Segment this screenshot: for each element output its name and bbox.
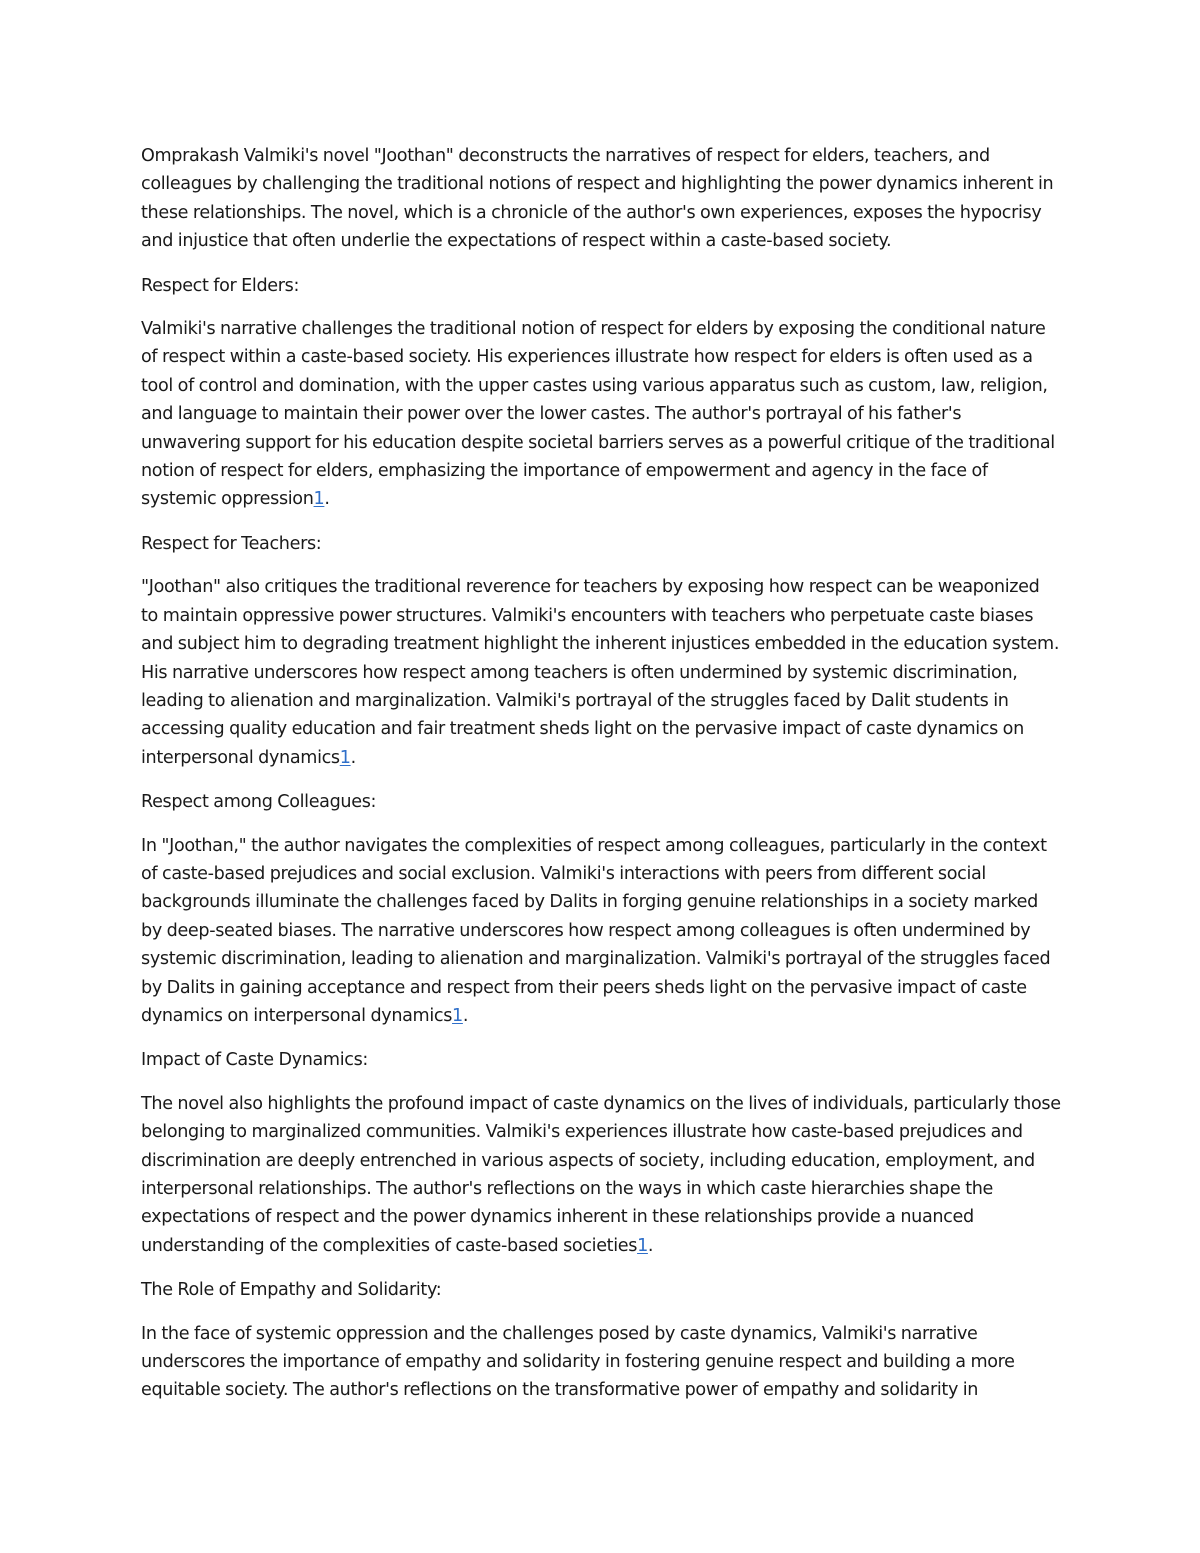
section-heading-empathy: The Role of Empathy and Solidarity:	[141, 1280, 442, 1301]
section-body-empathy	[141, 1320, 1061, 1405]
section-heading-colleagues: Respect among Colleagues:	[141, 792, 377, 813]
citation-link[interactable]: 1	[339, 747, 351, 768]
citation-link[interactable]: 1	[637, 1235, 648, 1256]
section-body-teachers	[141, 573, 1061, 772]
section-text-caste-dynamics: The novel also highlights the profound impact of caste dynamics on the lives of individuals, particularly those belonging to marginalized communities. Valmiki's experiences illustrate how caste-based prejudices and discrimination are deeply entrenched in various aspects of society, including education, employment, and interpersonal relationships. The author's reflections on the ways in which caste hierarchies shape the expectations of respect and the power dynamics inherent in these relationships provide a nuanced understanding of the complexities of caste-based societies	[141, 1093, 1061, 1256]
section-text-empathy: In the face of systemic oppression and the challenges posed by caste dynamics, Valmiki's narrative underscores the importance of empathy and solidarity in fostering genuine respect and building a more equitable society. The author's reflections on the transformative power of empathy and solidarity in	[141, 1323, 1015, 1401]
intro-paragraph: Omprakash Valmiki's novel "Joothan" deconstructs the narratives of respect for elders, teachers, and colleagues by challenging the traditional notions of respect and highlighting the power dynamics inherent in these relationships. The novel, which is a chronicle of the author's own experiences, exposes the hypocrisy and injustice that often underlie the expectations of respect within a caste-based society.	[141, 146, 1054, 252]
section-body-colleagues	[141, 832, 1061, 1031]
sentence-end: .	[462, 1005, 469, 1026]
sentence-end: .	[350, 747, 356, 768]
sentence-end: .	[324, 489, 330, 510]
section-heading-caste-dynamics: Impact of Caste Dynamics:	[141, 1050, 368, 1071]
section-body-caste-dynamics	[141, 1090, 1061, 1260]
section-text-teachers: "Joothan" also critiques the traditional reverence for teachers by exposing how respect can be weaponized to maintain oppressive power structures. Valmiki's encounters with teachers who perpetuate caste biases and subject him to degrading treatment highlight the inherent injustices embedded in the education system. His narrative underscores how respect among teachers is often undermined by systemic discrimination, leading to alienation and marginalization. Valmiki's portrayal of the struggles faced by Dalit students in accessing quality education and fair treatment sheds light on the pervasive impact of caste dynamics on interpersonal dynamics	[141, 577, 1060, 768]
section-heading-teachers: Respect for Teachers:	[141, 533, 322, 554]
section-heading-elders: Respect for Elders:	[141, 275, 300, 296]
section-body-elders	[141, 315, 1061, 514]
citation-link[interactable]: 1	[452, 1005, 463, 1026]
sentence-end: .	[647, 1235, 654, 1256]
citation-link[interactable]: 1	[313, 489, 325, 510]
section-text-colleagues: In "Joothan," the author navigates the complexities of respect among colleagues, particularly in the context of caste-based prejudices and social exclusion. Valmiki's interactions with peers from different social backgrounds illuminate the challenges faced by Dalits in forging genuine relationships in a society marked by deep-seated biases. The narrative underscores how respect among colleagues is often undermined by systemic discrimination, leading to alienation and marginalization. Valmiki's portrayal of the struggles faced by Dalits in gaining acceptance and respect from their peers sheds light on the pervasive impact of caste dynamics on interpersonal dynamics	[141, 835, 1051, 1026]
section-text-elders: Valmiki's narrative challenges the traditional notion of respect for elders by exposing the conditional nature of respect within a caste-based society. His experiences illustrate how respect for elders is often used as a tool of control and domination, with the upper castes using various apparatus such as custom, law, religion, and language to maintain their power over the lower castes. The author's portrayal of his father's unwavering support for his education despite societal barriers serves as a powerful critique of the traditional notion of respect for elders, emphasizing the importance of empowerment and agency in the face of systemic oppression	[141, 319, 1055, 510]
document-page	[141, 142, 1061, 1405]
